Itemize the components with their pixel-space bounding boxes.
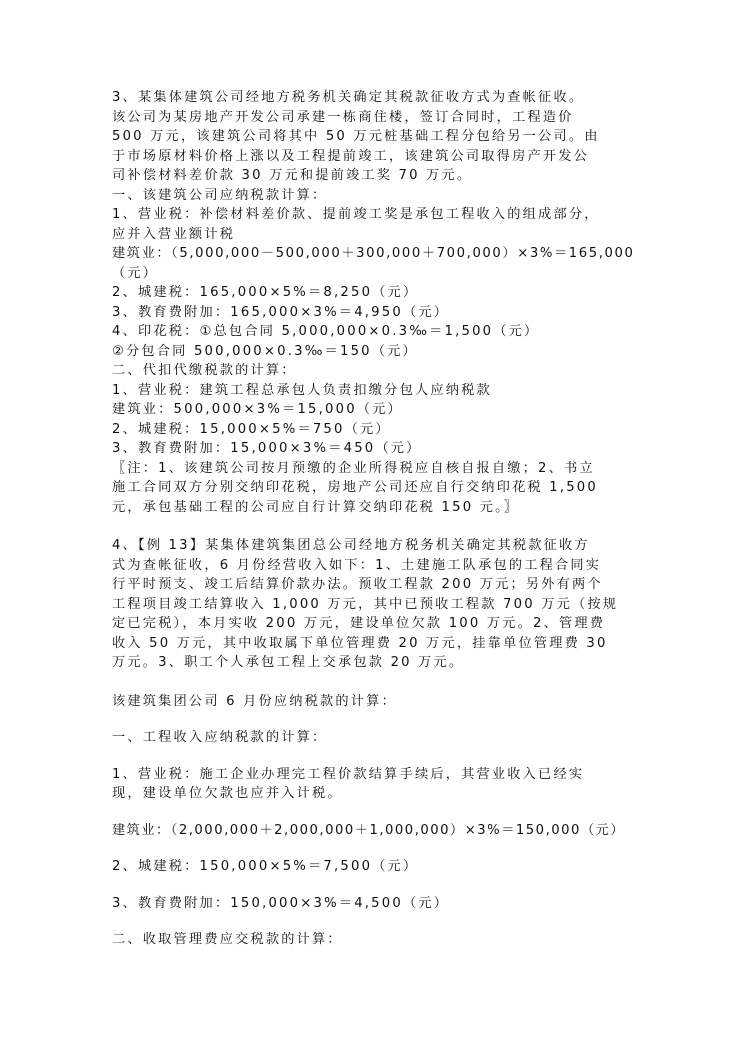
- text-line: 式为查帐征收，6 月份经营收入如下：1、土建施工队承包的工程合同实: [112, 557, 602, 573]
- text-line: 3、教育费附加：165,000×3%＝4,950（元）: [112, 304, 450, 320]
- note-line: 施工合同双方分别交纳印花税，房地产公司还应自行交纳印花税 1,500: [112, 480, 598, 495]
- text-line: 2、城建税：165,000×5%＝8,250（元）: [112, 285, 419, 300]
- text-line: 司补偿材料差价款 30 万元和提前竣工奖 70 万元。: [112, 168, 473, 183]
- text-line: 应并入营业额计税: [112, 226, 236, 242]
- paragraph-june: 该建筑集团公司 6 月份应纳税款的计算：: [112, 693, 397, 709]
- text-line: 于市场原材料价格上涨以及工程提前竣工，该建筑公司取得房产开发公: [112, 148, 590, 164]
- text-line: （元）: [112, 265, 159, 281]
- item-education-surcharge: 3、教育费附加：150,000×3%＝4,500（元）: [112, 895, 450, 911]
- heading-engineering-income: 一、工程收入应纳税款的计算：: [112, 730, 328, 745]
- heading-line: 二、代扣代缴税款的计算：: [112, 363, 297, 378]
- text-line: ②分包合同 500,000×0.3‰＝150（元）: [112, 343, 418, 359]
- text-line: 行平时预支、竣工后结算价款办法。预收工程款 200 万元；另外有两个: [112, 577, 603, 592]
- formula-line: 建筑业：（5,000,000－500,000＋300,000＋700,000）×3%＝165,000: [112, 246, 635, 261]
- item-business-tax-cont: 现，建设单位欠款也应并入计税。: [112, 786, 343, 801]
- text-line: 1、营业税：建筑工程总承包人负责扣缴分包人应纳税款: [112, 382, 492, 398]
- text-line: 500 万元，该建筑公司将其中 50 万元桩基础工程分包给另一公司。由: [112, 129, 600, 144]
- document-body: [112, 88, 635, 950]
- note-line: 〖注：1、该建筑公司按月预缴的企业所得税应自核自报自缴；2、书立: [112, 460, 595, 476]
- text-line: 3、教育费附加：15,000×3%＝450（元）: [112, 441, 422, 456]
- construction-formula: 建筑业：（2,000,000＋2,000,000＋1,000,000）×3%＝150,000（元）: [112, 822, 626, 838]
- text-line: 万元。3、职工个人承包工程上交承包款 20 万元。: [112, 655, 465, 670]
- item-city-tax: 2、城建税：150,000×5%＝7,500（元）: [112, 859, 419, 874]
- text-line: 工程项目竣工结算收入 1,000 万元，其中已预收工程款 700 万元（按规: [112, 596, 619, 612]
- text-line: 1、营业税：补偿材料差价款、提前竣工奖是承包工程收入的组成部分，: [112, 207, 600, 222]
- text-line: 3、某集体建筑公司经地方税务机关确定其税款征收方式为查帐征收。: [112, 90, 585, 105]
- text-line: 建筑业：500,000×3%＝15,000（元）: [112, 402, 403, 417]
- text-line: 定已完税），本月实收 200 万元，建设单位欠款 100 万元。2、管理费: [112, 616, 606, 631]
- text-line: 2、城建税：15,000×5%＝750（元）: [112, 421, 391, 437]
- item-business-tax: 1、营业税：施工企业办理完工程价款结算手续后，其营业收入已经实: [112, 766, 585, 782]
- heading-management-fee: 二、收取管理费应交税款的计算：: [112, 932, 343, 947]
- text-line: 4、印花税：①总包合同 5,000,000×0.3‰＝1,500（元）: [112, 324, 540, 339]
- text-line: 该公司为某房地产开发公司承建一栋商住楼，签订合同时，工程造价: [112, 109, 574, 125]
- text-line: 4、【例 13】某集体建筑集团总公司经地方税务机关确定其税款征收方: [112, 538, 590, 553]
- section-3: [112, 88, 635, 517]
- note-line: 元，承包基础工程的公司应自行计算交纳印花税 150 元。〗: [112, 499, 520, 515]
- section-4: [112, 536, 632, 673]
- text-line: 收入 50 万元，其中收取属下单位管理费 20 万元，挂靠单位管理费 30: [112, 635, 608, 651]
- heading-line: 一、该建筑公司应纳税款计算：: [112, 187, 328, 203]
